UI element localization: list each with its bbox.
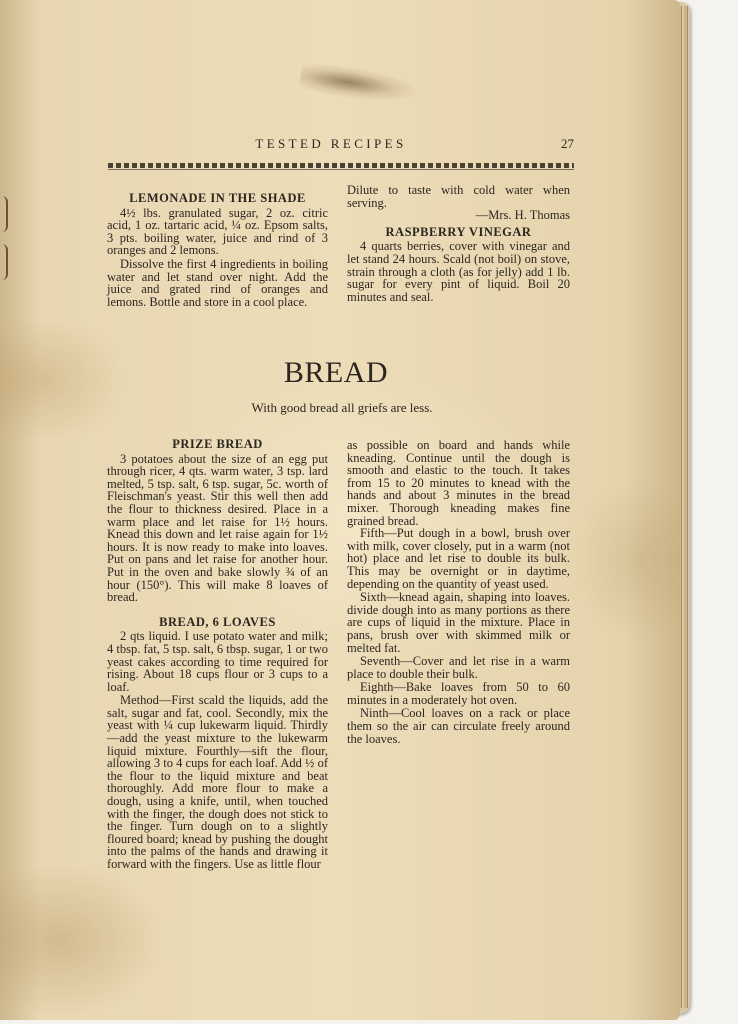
running-head <box>108 136 574 156</box>
lemonade-ingredients: 4½ lbs. granulated sugar, 2 oz. citric acid, 1 oz. tartaric acid, ¼ oz. Epsom salts, 3 pts. boiling water, juice and rind of 3 oranges and 2 lemons. <box>107 205 328 258</box>
top-right-column <box>347 184 570 303</box>
bread-6-loaves-title: BREAD, 6 LOAVES <box>159 614 276 629</box>
bread-step-seventh: Seventh—Cover and let rise in a warm place to double their bulk. <box>347 654 570 681</box>
raspberry-title: RASPBERRY VINEGAR <box>385 224 532 239</box>
bread-step-sixth: Sixth—knead again, shaping into loaves. divide dough into as many portions as there are cups of liquid in the mixture. Place in pans, brush over with skimmed milk or melted fat. <box>347 590 570 655</box>
bread-right-column <box>347 438 570 745</box>
bread-method: Method—First scald the liquids, add the salt, sugar and fat, cool. Secondly, mix the yeast with ¼ cup lukewarm liquid. Thirdly—add the yeast mixture to the lukewarm liquid mixture. Fourthly—sift the flour, allowing 3 to 4 cups for each loaf. Add ½ of the flour to the liquid mixture and beat thoroughly. Add more flour to make a dough, using a knife, until, when touched with the finger, the dough does not stick to the finger. Turn dough on to a slightly floured board; knead by pushing the dought into the palms of the hands and drawing it forward with the fingers. Use as little flour <box>107 693 328 871</box>
bread-ingredients: 2 qts liquid. I use potato water and milk; 4 tbsp. fat, 5 tsp. salt, 6 tbsp. sugar, 1 or two yeast cakes according to time required for rising. About 18 cups flour or 3 cups to a loaf. <box>107 629 328 694</box>
lemonade-title: LEMONADE IN THE SHADE <box>129 191 306 205</box>
bread-step-fifth: Fifth—Put dough in a bowl, brush over with milk, cover closely, put in a warm (not hot) place and let rise to double its bulk. This may be overnight or in daytime, depending on the quantity of yeast used. <box>347 526 570 591</box>
page-edge <box>684 6 688 1008</box>
prize-bread-title: PRIZE BREAD <box>172 437 263 451</box>
bread-step-eighth: Eighth—Bake loaves from 50 to 60 minutes in a moderately hot oven. <box>347 680 570 707</box>
binding-mark <box>0 196 8 232</box>
running-title: TESTED RECIPES <box>255 136 407 151</box>
decorative-rule <box>108 163 574 168</box>
section-title: BREAD <box>283 356 389 389</box>
continued-text: as possible on board and hands while kneading. Continue until the dough is smooth and elastic to the touch. It takes from 15 to 20 minutes to knead with the hands and about 3 minutes in the bread mixer. Thorough kneading makes fine grained bread. <box>347 438 570 528</box>
page-number: 27 <box>561 136 574 151</box>
binding-mark <box>0 244 8 280</box>
continued-text: Dilute to taste with cold water when serving. <box>347 183 570 210</box>
section-motto: With good bread all griefs are less. <box>251 400 433 415</box>
raspberry-directions: 4 quarts berries, cover with vinegar and let stand 24 hours. Scald (not boil) on stove, strain through a cloth (as for jelly) add 1 lb. sugar for every pint of liquid. Boil 20 minutes and seal. <box>347 239 570 304</box>
lemonade-signature: —Mrs. H. Thomas <box>475 208 570 223</box>
lemonade-directions: Dissolve the first 4 ingredients in boiling water and let stand over night. Add the juice and grated rind of oranges and lemons. Bottle and store in a cool place. <box>107 256 328 309</box>
bread-left-column <box>107 438 328 871</box>
lemonade-recipe-column <box>107 192 328 308</box>
bread-step-ninth: Ninth—Cool loaves on a rack or place them so the air can circulate freely around the loaves. <box>347 706 570 746</box>
prize-bread-directions: 3 potatoes about the size of an egg put through ricer, 4 qts. warm water, 3 tsp. lard melted, 5 tsp. salt, 6 tsp. sugar, 5c. worth of Fleischman's yeast. Stir this well then add the flour to thickness desired. Place in a warm place and let raise for 1½ hours. Knead this down and let raise again for 1½ hours. It is now ready to make into loaves. Put on pans and let raise for another hour. Put in the oven and bake slowly ¾ of an hour (150°). This will make 8 loaves of bread. <box>107 451 328 605</box>
page-stain <box>298 60 421 108</box>
